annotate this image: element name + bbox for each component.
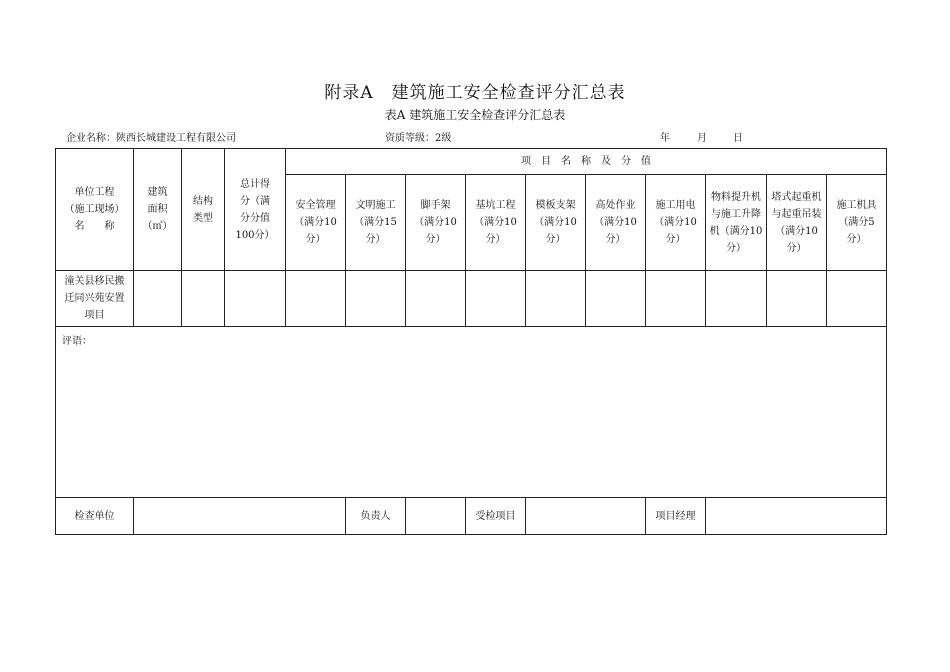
score-cell-tower-crane[interactable]	[767, 271, 827, 327]
header-total-score: 总计得 分（满 分分值 100分）	[225, 149, 286, 271]
inspector-unit-value[interactable]	[134, 498, 346, 535]
score-cell-scaffolding[interactable]	[406, 271, 466, 327]
inspected-project-label: 受检项目	[466, 498, 526, 535]
date-month-label: 月	[697, 133, 707, 144]
footer-row	[56, 498, 887, 535]
area-value-cell[interactable]	[134, 271, 182, 327]
header-item-foundation-pit: 基坑工程 （满分10 分）	[466, 175, 526, 271]
header-item-tower-crane: 塔式起重机 与起重吊装 （满分10 分）	[767, 175, 827, 271]
qualification-level: 资质等级：2级	[385, 133, 452, 144]
summary-table	[55, 148, 887, 535]
header-item-civilized-construction: 文明施工 （满分15 分）	[346, 175, 406, 271]
responsible-person-value[interactable]	[406, 498, 466, 535]
header-item-formwork-support: 模板支架 （满分10 分）	[526, 175, 586, 271]
comment-area[interactable]	[56, 327, 887, 498]
header-unit-name: 单位工程 （施工现场） 名 称	[56, 149, 134, 271]
header-item-scaffolding: 脚手架 （满分10 分）	[406, 175, 466, 271]
inspector-unit-label: 检查单位	[56, 498, 134, 535]
score-cell-safety-management[interactable]	[286, 271, 346, 327]
score-cell-construction-machinery[interactable]	[827, 271, 887, 327]
score-cell-civilized-construction[interactable]	[346, 271, 406, 327]
header-structure-type: 结构 类型	[182, 149, 225, 271]
header-item-material-hoist: 物料提升机 与施工升降 机（满分10 分）	[706, 175, 767, 271]
header-building-area: 建筑 面积 （㎡）	[134, 149, 182, 271]
header-item-safety-management: 安全管理 （满分10 分）	[286, 175, 346, 271]
header-item-construction-machinery: 施工机具 （满分5 分）	[827, 175, 887, 271]
date-day-label: 日	[733, 133, 743, 144]
header-item-group: 项 目 名 称 及 分 值	[286, 149, 887, 175]
project-manager-value[interactable]	[706, 498, 887, 535]
score-cell-construction-electricity[interactable]	[646, 271, 706, 327]
header-item-construction-electricity: 施工用电 （满分10 分）	[646, 175, 706, 271]
company-name: 企业名称：陕西长城建设工程有限公司	[66, 133, 236, 144]
total-score-value-cell[interactable]	[225, 271, 286, 327]
table-subtitle: 表A 建筑施工安全检查评分汇总表	[384, 108, 566, 122]
responsible-person-label: 负责人	[346, 498, 406, 535]
score-cell-material-hoist[interactable]	[706, 271, 767, 327]
inspected-project-value[interactable]	[526, 498, 646, 535]
score-cell-foundation-pit[interactable]	[466, 271, 526, 327]
score-cell-formwork-support[interactable]	[526, 271, 586, 327]
score-cell-work-at-height[interactable]	[586, 271, 646, 327]
project-name-cell: 潼关县移民搬 迁同兴苑安置 项目	[56, 271, 134, 327]
date-year-label: 年	[660, 133, 670, 144]
comment-label: 评语：	[62, 336, 92, 347]
table-row	[56, 271, 887, 327]
document-title: 附录A 建筑施工安全检查评分汇总表	[324, 83, 626, 103]
header-item-work-at-height: 高处作业 （满分10 分）	[586, 175, 646, 271]
structure-value-cell[interactable]	[182, 271, 225, 327]
project-manager-label: 项目经理	[646, 498, 706, 535]
